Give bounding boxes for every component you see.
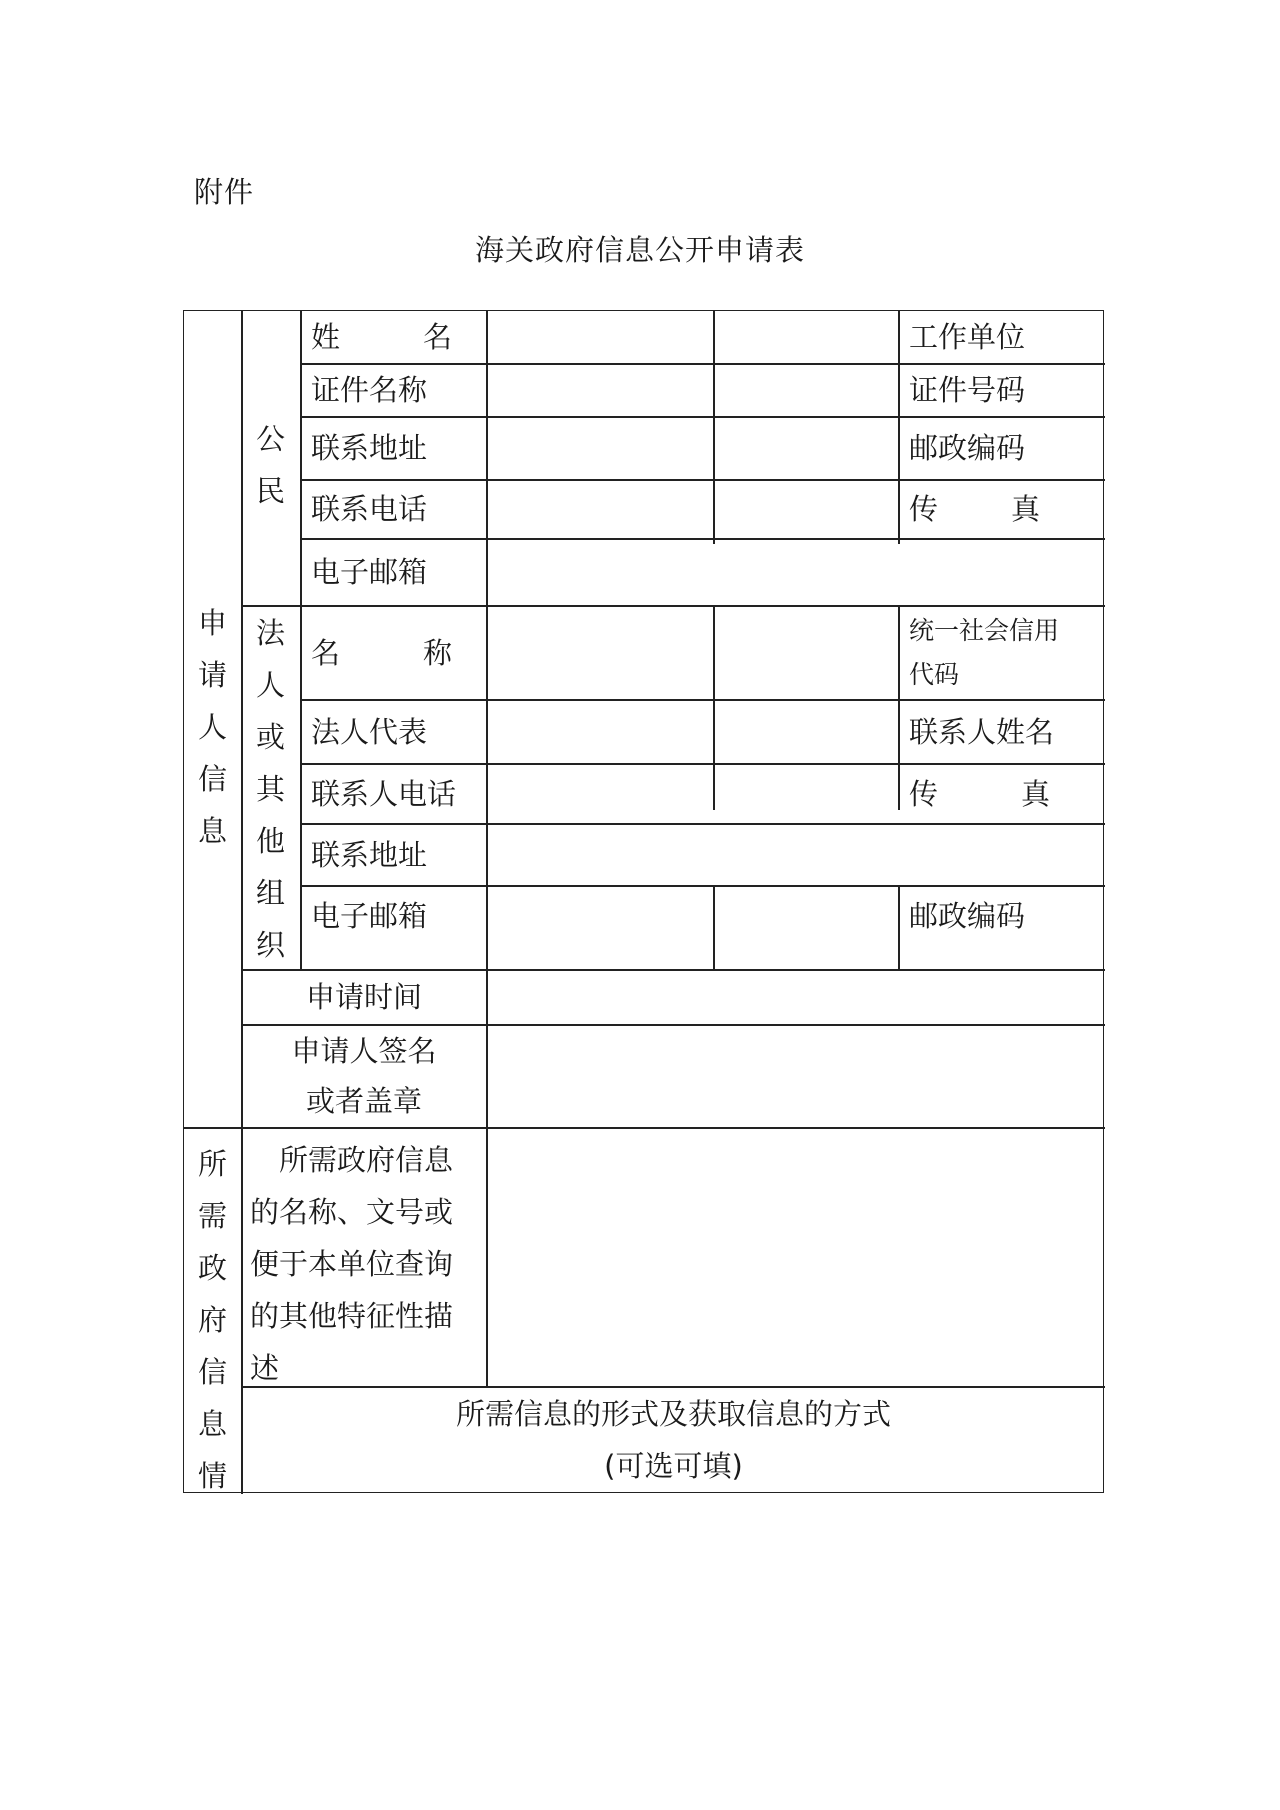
info-format-label xyxy=(242,1388,1105,1492)
legal-contact-phone-label: 联系人电话 xyxy=(311,776,457,811)
legal-credit-code-label: 统一社会信用代码 xyxy=(909,615,1060,689)
citizen-group-label xyxy=(241,413,300,517)
vertical-label-char: 法 xyxy=(255,616,285,650)
legal-group-label xyxy=(241,607,300,971)
vertical-label-char: 申 xyxy=(197,606,227,640)
citizen-name-label: 姓 名 xyxy=(311,320,452,354)
grid-line xyxy=(300,885,1105,887)
legal-contact-name-label: 联系人姓名 xyxy=(909,714,1055,749)
vertical-label-char: 府 xyxy=(197,1303,227,1337)
grid-line xyxy=(713,311,715,544)
vertical-label-char: 人 xyxy=(255,668,285,702)
citizen-fax-label: 传 真 xyxy=(909,492,1040,526)
vertical-label-char: 息 xyxy=(197,814,227,848)
info-description-label: 所需政府信息的名称、文号或便于本单位查询的其他特征性描述 xyxy=(250,1143,454,1385)
citizen-email-label: 电子邮箱 xyxy=(311,555,428,589)
vertical-label-char: 人 xyxy=(197,710,227,744)
signature-label xyxy=(242,1025,486,1127)
legal-postcode-label: 邮政编码 xyxy=(909,899,1026,933)
citizen-work-unit-label: 工作单位 xyxy=(909,320,1026,354)
vertical-label-char: 政 xyxy=(197,1251,227,1285)
vertical-label-char: 情 xyxy=(197,1459,227,1493)
attachment-label: 附件 xyxy=(194,175,255,209)
legal-name-label: 名 称 xyxy=(311,635,452,670)
vertical-label-char: 所 xyxy=(197,1147,227,1181)
section-applicant-label xyxy=(184,597,241,857)
vertical-label-char: 其 xyxy=(255,772,285,806)
vertical-label-char: 他 xyxy=(255,824,285,858)
info-format-line2: (可选可填) xyxy=(604,1449,743,1483)
vertical-label-char: 信 xyxy=(197,762,227,796)
vertical-label-char: 民 xyxy=(255,474,285,508)
legal-representative-label: 法人代表 xyxy=(311,714,428,749)
form-title: 海关政府信息公开申请表 xyxy=(474,233,805,267)
grid-line xyxy=(184,1127,1105,1129)
apply-time-label: 申请时间 xyxy=(305,980,422,1014)
citizen-phone-label: 联系电话 xyxy=(311,492,428,526)
vertical-label-char: 或 xyxy=(255,720,285,754)
signature-line2: 或者盖章 xyxy=(305,1084,422,1118)
legal-address-label: 联系地址 xyxy=(311,837,428,872)
application-form-table xyxy=(183,310,1104,1493)
grid-line xyxy=(486,311,488,1386)
legal-email-label: 电子邮箱 xyxy=(311,899,428,933)
info-format-line1: 所需信息的形式及获取信息的方式 xyxy=(455,1397,891,1431)
grid-line xyxy=(713,605,715,810)
vertical-label-char: 信 xyxy=(197,1355,227,1389)
signature-line1: 申请人签名 xyxy=(291,1034,437,1068)
grid-line xyxy=(713,885,715,969)
citizen-address-label: 联系地址 xyxy=(311,431,428,465)
vertical-label-char: 公 xyxy=(255,422,285,456)
citizen-postcode-label: 邮政编码 xyxy=(909,431,1026,465)
vertical-label-char: 需 xyxy=(197,1199,227,1233)
citizen-id-name-label: 证件名称 xyxy=(311,373,428,407)
vertical-label-char: 组 xyxy=(255,876,285,910)
vertical-label-char: 织 xyxy=(255,928,285,962)
legal-fax-label: 传 真 xyxy=(909,776,1050,811)
section-info-label xyxy=(184,1138,241,1502)
citizen-id-number-label: 证件号码 xyxy=(909,373,1026,407)
vertical-label-char: 请 xyxy=(197,658,227,692)
vertical-label-char: 息 xyxy=(197,1407,227,1441)
